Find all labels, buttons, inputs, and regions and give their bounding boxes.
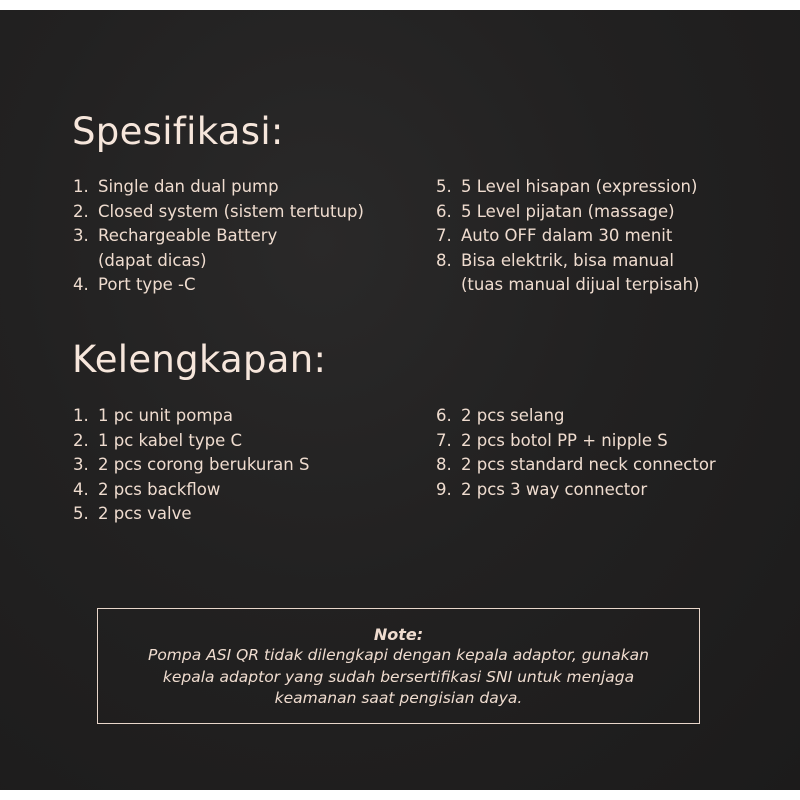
list-item: 5. 2 pcs valve [73,504,192,523]
note-title: Note: [373,625,424,644]
list-item: 3. 2 pcs corong berukuran S [73,455,310,474]
list-item: 1. Single dan dual pump [73,177,279,196]
list-item: 5. 5 Level hisapan (expression) [436,177,698,196]
note-line: Pompa ASI QR tidak dilengkapi dengan kepala adaptor, gunakan [147,646,650,664]
note-text [104,645,694,710]
list-item: 9. 2 pcs 3 way connector [436,479,648,499]
note-line: kepala adaptor yang sudah bersertifikasi SNI untuk menjaga [162,667,635,686]
list-item: 2. 1 pc kabel type C [73,430,242,450]
spec-card [0,10,800,790]
list-item: 4. Port type -C [73,275,196,294]
spesifikasi-heading: Spesifikasi: [72,110,284,153]
list-item: 7. 2 pcs botol PP + nipple S [436,430,668,450]
list-item: 8. 2 pcs standard neck connector [436,455,716,474]
kelengkapan-list-right [436,404,716,502]
list-item: 7. Auto OFF dalam 30 menit [436,226,673,245]
list-item: 8. Bisa elektrik, bisa manual [436,250,674,270]
spesifikasi-list-right [436,175,699,298]
list-item: 1. 1 pc unit pompa [73,406,233,425]
kelengkapan-heading: Kelengkapan: [72,338,327,381]
note-box [97,608,700,724]
list-item-continuation: (tuas manual dijual terpisah) [461,275,700,294]
list-item: 6. 2 pcs selang [436,406,565,425]
list-item-continuation: (dapat dicas) [98,250,207,270]
list-item: 3. Rechargeable Battery [73,226,278,245]
spesifikasi-list-left [73,175,364,298]
list-item: 4. 2 pcs backflow [73,479,221,499]
kelengkapan-list-left [73,404,309,527]
list-item: 2. Closed system (sistem tertutup) [73,201,364,221]
list-item: 6. 5 Level pijatan (massage) [436,201,675,221]
note-line: keamanan saat pengisian daya. [274,689,523,707]
